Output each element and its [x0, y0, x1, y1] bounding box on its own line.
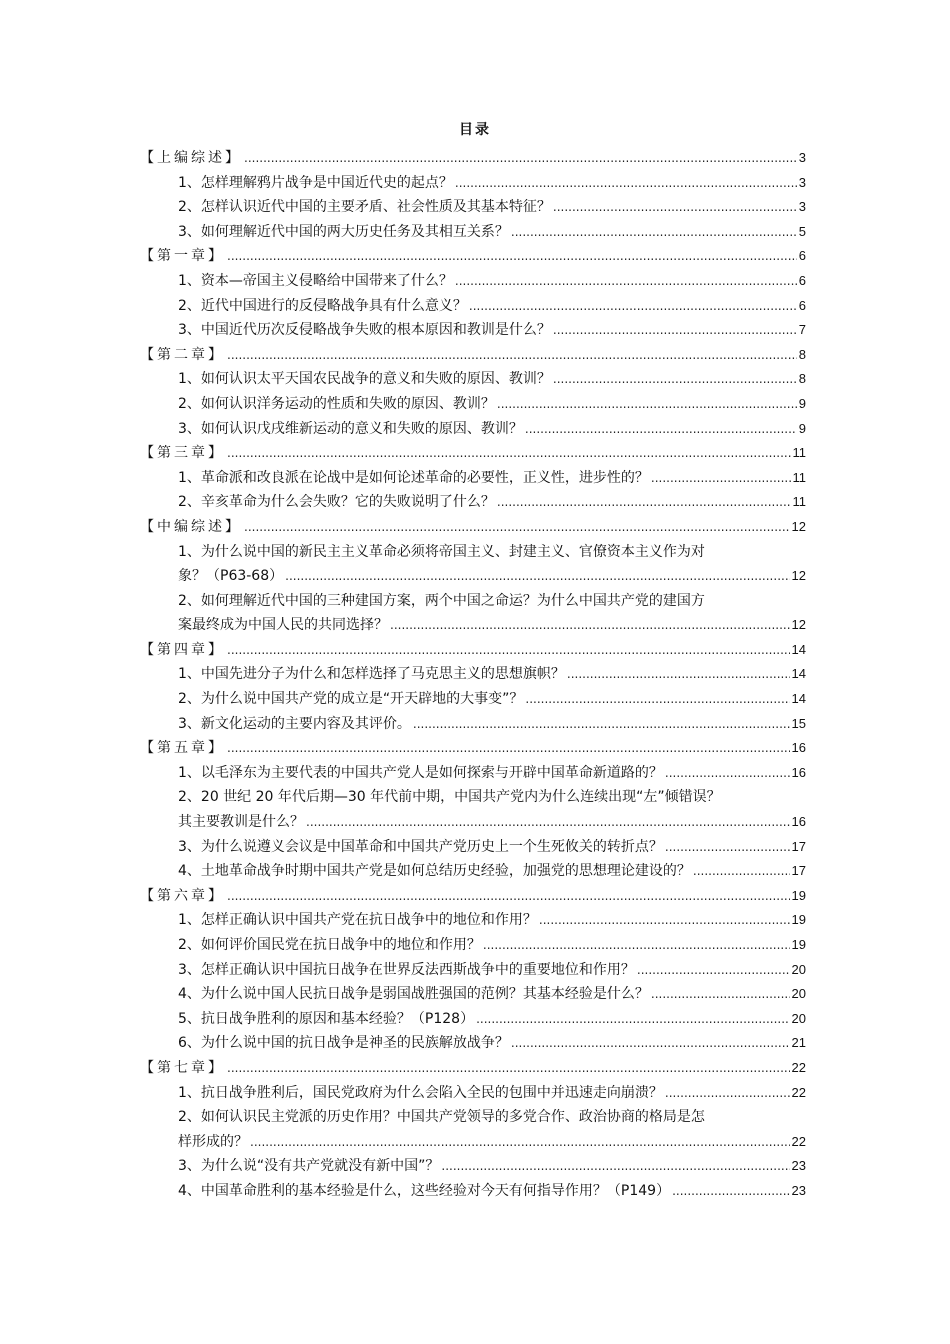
toc-entry[interactable]: [140, 195, 806, 220]
toc-entry[interactable]: [140, 490, 806, 515]
toc-entry-text: 其主要教训是什么？: [178, 814, 304, 831]
dot-leader: [455, 171, 797, 196]
section-title: 【第七章】: [140, 1059, 225, 1076]
toc-entry-text-line1: 2、如何理解近代中国的三种建国方案，两个中国之命运？为什么中国共产党的建国方: [178, 592, 705, 609]
toc-entry-text: 1、革命派和改良派在论战中是如何论述革命的必要性，正义性，进步性的？: [178, 469, 649, 486]
dot-leader: [476, 1007, 789, 1032]
dot-leader: [665, 1081, 790, 1106]
page-number: 14: [791, 666, 806, 682]
toc-section-heading[interactable]: [140, 441, 806, 466]
toc-entry-text: 3、中国近代历次反侵略战争失败的根本原因和教训是什么？: [178, 322, 551, 339]
toc-entry[interactable]: [140, 417, 806, 442]
dot-leader: [306, 810, 790, 835]
toc-entry[interactable]: [140, 171, 806, 196]
page-number: 17: [791, 863, 806, 879]
page-number: 19: [791, 887, 806, 903]
toc-entry-text: 1、怎样正确认识中国共产党在抗日战争中的地位和作用？: [178, 912, 537, 929]
toc-section-heading[interactable]: [140, 515, 806, 540]
page-number: 12: [791, 617, 806, 633]
toc-title: 目录: [459, 122, 491, 138]
page-number: 8: [798, 371, 806, 387]
toc-entry[interactable]: [140, 785, 806, 834]
page-number: 15: [791, 715, 806, 731]
page-number: 5: [798, 223, 806, 239]
dot-leader: [227, 441, 791, 466]
toc-entry-text: 4、土地革命战争时期中国共产党是如何总结历史经验，加强党的思想理论建设的？: [178, 863, 691, 880]
dot-leader: [651, 982, 790, 1007]
dot-leader: [637, 958, 790, 983]
page-number: 3: [798, 174, 806, 190]
page-number: 7: [798, 322, 806, 338]
section-title: 【第二章】: [140, 346, 225, 363]
dot-leader: [497, 490, 791, 515]
page-number: 9: [798, 420, 806, 436]
page-number: 23: [791, 1182, 806, 1198]
toc-entry-text: 1、如何认识太平天国农民战争的意义和失败的原因、教训？: [178, 371, 551, 388]
page-number: 17: [791, 838, 806, 854]
dot-leader: [227, 343, 797, 368]
toc-entry-text: 案最终成为中国人民的共同选择？: [178, 617, 388, 634]
dot-leader: [511, 220, 797, 245]
section-title: 【第三章】: [140, 445, 225, 462]
dot-leader: [390, 613, 790, 638]
toc-entry-text-line1: 1、为什么说中国的新民主主义革命必须将帝国主义、封建主义、官僚资本主义作为对: [178, 543, 705, 560]
toc-entry[interactable]: [140, 933, 806, 958]
dot-leader: [227, 638, 790, 663]
toc-entry[interactable]: [140, 294, 806, 319]
page-number: 11: [792, 469, 806, 485]
toc-section-heading[interactable]: [140, 736, 806, 761]
page-number: 12: [791, 518, 806, 534]
toc-entry-text-line1: 2、20 世纪 20 年代后期—30 年代前中期，中国共产党内为什么连续出现“左”倾错误？: [178, 789, 721, 806]
page-number: 16: [791, 814, 806, 830]
dot-leader: [227, 1056, 790, 1081]
toc-entry[interactable]: [140, 1179, 806, 1204]
dot-leader: [539, 908, 790, 933]
page-number: 21: [791, 1035, 806, 1051]
dot-leader: [525, 417, 797, 442]
dot-leader: [525, 687, 789, 712]
toc-entry[interactable]: [140, 540, 806, 589]
toc-entry-text: 1、抗日战争胜利后，国民党政府为什么会陷入全民的包围中并迅速走向崩溃？: [178, 1084, 663, 1101]
toc-entry[interactable]: [140, 982, 806, 1007]
dot-leader: [227, 884, 790, 909]
dot-leader: [413, 712, 790, 737]
dot-leader: [672, 1179, 789, 1204]
section-title: 【第四章】: [140, 641, 225, 658]
page-number: 19: [791, 912, 806, 928]
toc-section-heading[interactable]: [140, 638, 806, 663]
toc-section-heading[interactable]: [140, 343, 806, 368]
page-number: 20: [791, 961, 806, 977]
toc-entry[interactable]: [140, 662, 806, 687]
toc-entry[interactable]: [140, 835, 806, 860]
page-number: 3: [798, 199, 806, 215]
toc-entry-text: 2、如何评价国民党在抗日战争中的地位和作用？: [178, 937, 481, 953]
page-number: 20: [791, 1010, 806, 1026]
toc-section-heading[interactable]: [140, 884, 806, 909]
dot-leader: [250, 1130, 790, 1155]
toc-entry[interactable]: [140, 1031, 806, 1056]
page-number: 9: [798, 395, 806, 411]
section-title: 【上编综述】: [140, 150, 242, 166]
dot-leader: [244, 146, 797, 171]
toc-entry-text: 3、新文化运动的主要内容及其评价。: [178, 715, 411, 732]
dot-leader: [497, 392, 797, 417]
page-number: 14: [791, 691, 806, 707]
toc-entry-text: 1、怎样理解鸦片战争是中国近代史的起点？: [178, 174, 453, 191]
toc-entry-text: 1、中国先进分子为什么和怎样选择了马克思主义的思想旗帜？: [178, 666, 565, 683]
toc-section-heading[interactable]: [140, 146, 806, 171]
toc-entry[interactable]: [140, 687, 806, 712]
page-number: 22: [791, 1133, 806, 1149]
page-number: 23: [791, 1158, 806, 1174]
toc-entry[interactable]: [140, 1154, 806, 1179]
dot-leader: [483, 933, 790, 958]
section-title: 【中编综述】: [140, 518, 242, 535]
dot-leader: [553, 195, 797, 220]
dot-leader: [455, 269, 797, 294]
page-number: 22: [791, 1084, 806, 1100]
dot-leader: [244, 515, 790, 540]
page-number: 12: [791, 568, 806, 584]
toc-entry[interactable]: [140, 958, 806, 983]
toc-entry[interactable]: [140, 1081, 806, 1106]
toc-entry-text: 2、为什么说中国共产党的成立是“开天辟地的大事变”？: [178, 691, 524, 708]
toc-entry[interactable]: [140, 318, 806, 343]
page-number: 11: [792, 494, 806, 510]
page-number: 6: [798, 248, 806, 264]
dot-leader: [441, 1154, 789, 1179]
toc-entry-text-line1: 2、如何认识民主党派的历史作用？中国共产党领导的多党合作、政治协商的格局是怎: [178, 1109, 705, 1126]
toc-entry-text: 2、怎样认识近代中国的主要矛盾、社会性质及其基本特征？: [178, 199, 551, 216]
toc-entry[interactable]: [140, 269, 806, 294]
dot-leader: [285, 564, 789, 589]
dot-leader: [511, 1031, 790, 1056]
toc-entry-text: 3、如何认识戊戌维新运动的意义和失败的原因、教训？: [178, 420, 523, 437]
toc-section-heading[interactable]: [140, 1056, 806, 1081]
dot-leader: [227, 244, 797, 269]
page-number: 14: [791, 641, 806, 657]
dot-leader: [651, 466, 791, 491]
toc-entry[interactable]: [140, 761, 806, 786]
dot-leader: [693, 859, 790, 884]
page-number: 16: [791, 740, 806, 756]
toc-entry-text: 象？（P63-68）: [178, 568, 284, 585]
section-title: 【第一章】: [140, 248, 225, 265]
dot-leader: [665, 835, 790, 860]
toc-entry-text: 2、近代中国进行的反侵略战争具有什么意义？: [178, 297, 467, 314]
toc-entry-text: 1、以毛泽东为主要代表的中国共产党人是如何探索与开辟中国革命新道路的？: [178, 764, 663, 781]
toc-entry-text: 6、为什么说中国的抗日战争是神圣的民族解放战争？: [178, 1035, 509, 1052]
dot-leader: [567, 662, 790, 687]
toc-entry-text: 5、抗日战争胜利的原因和基本经验？（P128）: [178, 1010, 475, 1027]
toc-entry-text: 2、如何认识洋务运动的性质和失败的原因、教训？: [178, 395, 495, 412]
toc-entry-text: 4、中国革命胜利的基本经验是什么，这些经验对今天有何指导作用？（P149）: [178, 1182, 671, 1199]
toc-entry-text: 1、资本—帝国主义侵略给中国带来了什么？: [178, 272, 453, 289]
section-title: 【第六章】: [140, 887, 225, 904]
page-number: 19: [791, 937, 806, 952]
dot-leader: [553, 367, 797, 392]
page-number: 22: [791, 1059, 806, 1075]
page-number: 11: [792, 445, 806, 461]
toc-entry[interactable]: [140, 1105, 806, 1154]
toc-entry[interactable]: [140, 220, 806, 245]
toc-entry-text: 2、辛亥革命为什么会失败？它的失败说明了什么？: [178, 494, 495, 511]
toc-entry-text: 3、如何理解近代中国的两大历史任务及其相互关系？: [178, 223, 509, 240]
page-number: 8: [798, 346, 806, 362]
toc-entry[interactable]: [140, 466, 806, 491]
toc-entry-text: 3、为什么说“没有共产党就没有新中国”？: [178, 1158, 440, 1175]
table-of-contents: [140, 146, 806, 1204]
toc-entry[interactable]: [140, 859, 806, 884]
toc-entry[interactable]: [140, 908, 806, 933]
dot-leader: [553, 318, 797, 343]
page-number: 3: [798, 150, 806, 165]
toc-entry[interactable]: [140, 589, 806, 638]
toc-entry[interactable]: [140, 712, 806, 737]
dot-leader: [469, 294, 797, 319]
toc-entry-text: 3、怎样正确认识中国抗日战争在世界反法西斯战争中的重要地位和作用？: [178, 961, 635, 978]
page-number: 6: [798, 297, 806, 313]
page-number: 16: [791, 764, 806, 780]
toc-section-heading[interactable]: [140, 244, 806, 269]
toc-entry[interactable]: [140, 367, 806, 392]
page-number: 20: [791, 986, 806, 1002]
toc-entry-text: 3、为什么说遵义会议是中国革命和中国共产党历史上一个生死攸关的转折点？: [178, 838, 663, 855]
dot-leader: [227, 736, 790, 761]
toc-entry[interactable]: [140, 392, 806, 417]
page-number: 6: [798, 272, 806, 288]
toc-entry-text: 4、为什么说中国人民抗日战争是弱国战胜强国的范例？其基本经验是什么？: [178, 986, 649, 1003]
dot-leader: [665, 761, 790, 786]
toc-entry-text: 样形成的？: [178, 1133, 248, 1150]
toc-entry[interactable]: [140, 1007, 806, 1032]
section-title: 【第五章】: [140, 740, 225, 757]
